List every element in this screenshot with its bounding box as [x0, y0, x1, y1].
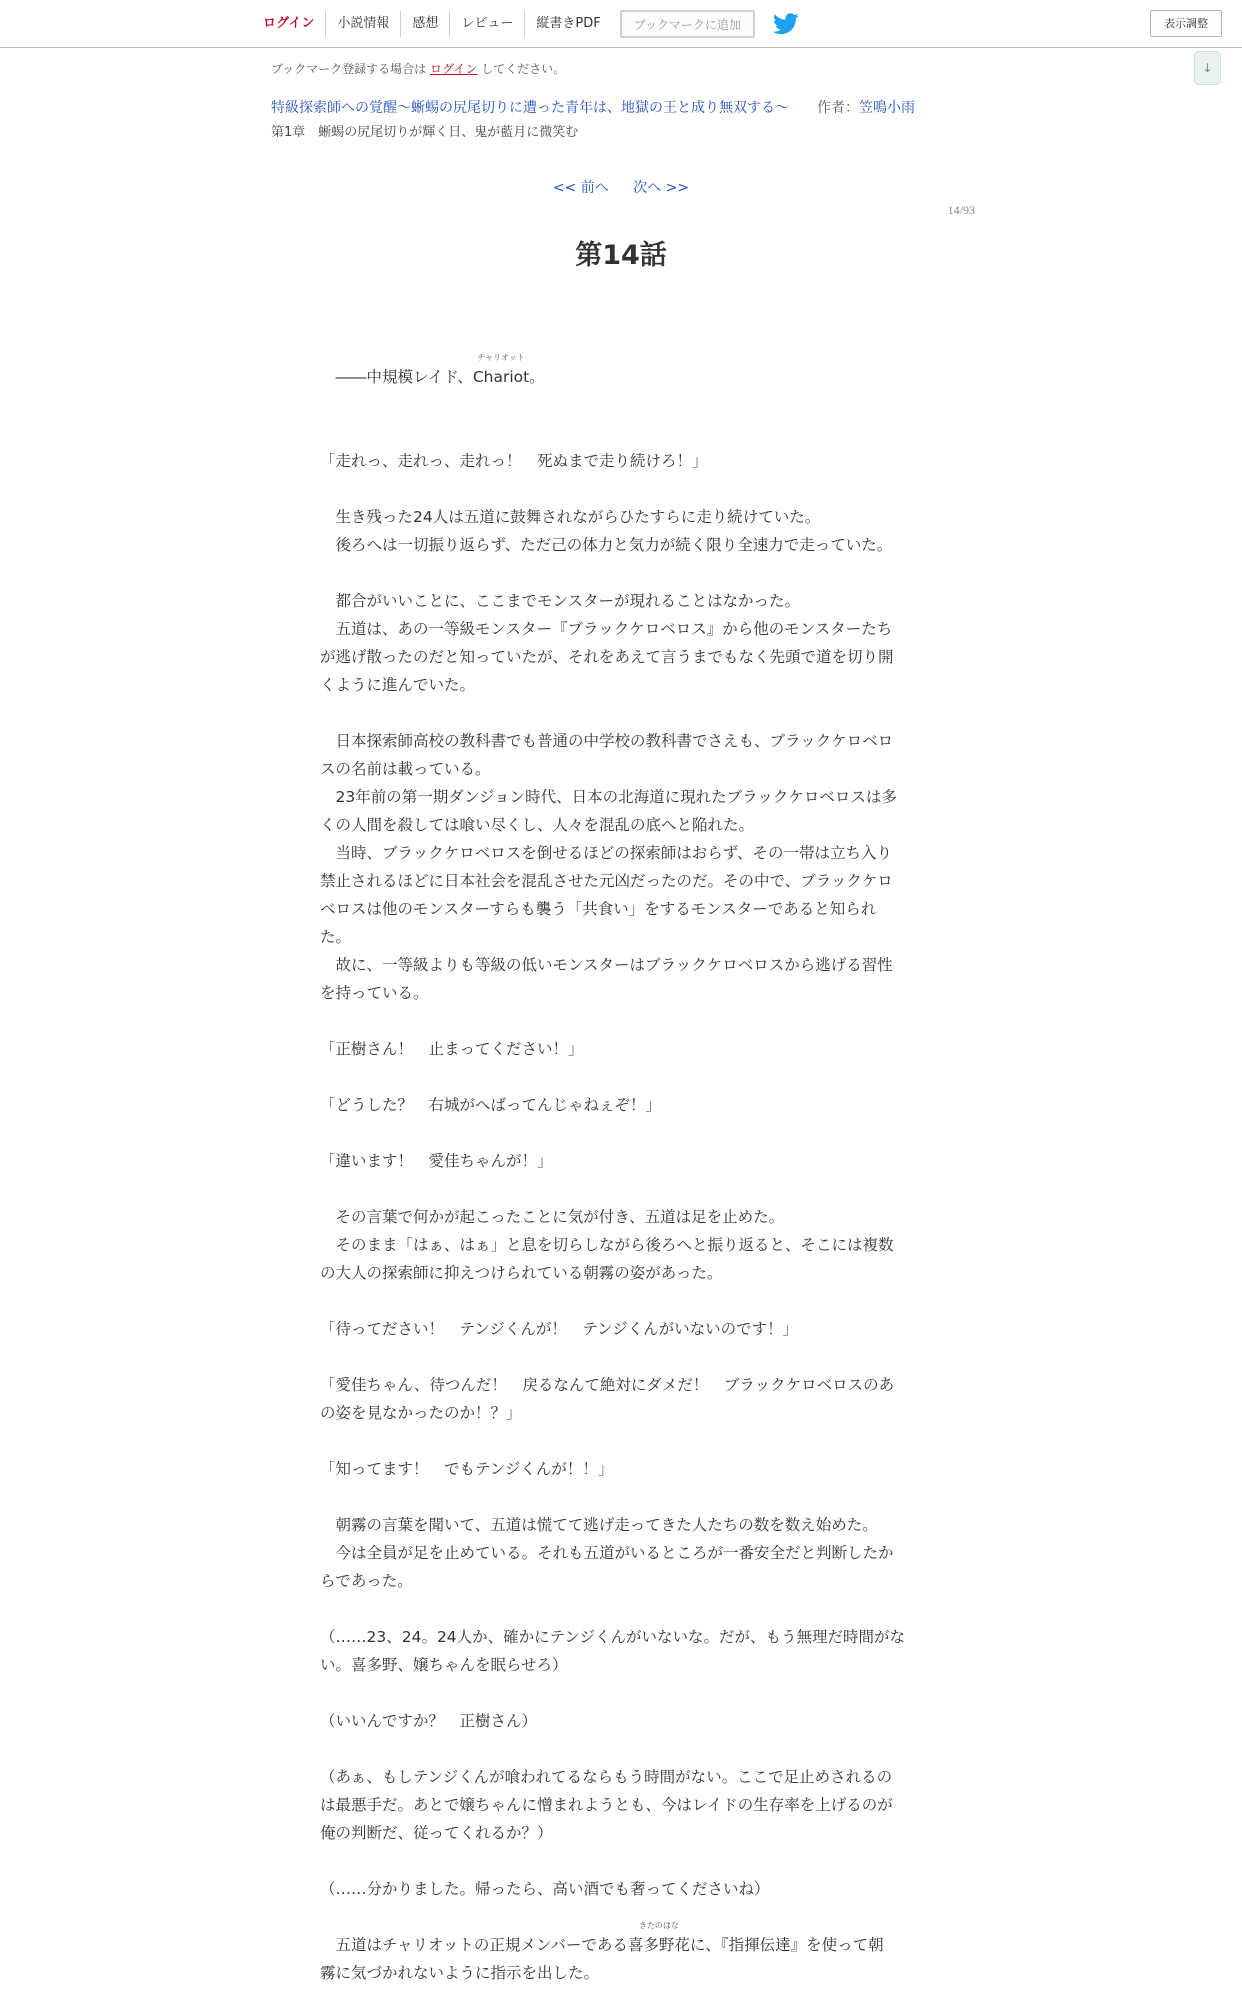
nav-review[interactable]: レビュー [450, 11, 525, 37]
body-line: 「待ってださい！ テンジくんが！ テンジくんがいないのです！」 [320, 1320, 799, 1338]
nav-login[interactable]: ログイン [252, 11, 326, 37]
scroll-down-button[interactable]: ↓ [1194, 51, 1221, 85]
body-line: （……分かりました。帰ったら、高い酒でも奢ってくださいね） [320, 1880, 770, 1898]
body-line: らであった。 [320, 1572, 413, 1590]
body-line: い。喜多野、嬢ちゃんを眠らせろ） [320, 1656, 568, 1674]
body-line: 「違います！ 愛佳ちゃんが！」 [320, 1152, 553, 1170]
novel-info-line [271, 97, 915, 117]
author-link[interactable]: 笠鳴小雨 [859, 100, 915, 116]
body-line: 都合がいいことに、ここまでモンスターが現れることはなかった。 [320, 592, 801, 610]
notice-text-before: ブックマーク登録する場合は [271, 62, 427, 76]
nav-vertical-pdf[interactable]: 縦書きPDF [536, 16, 601, 31]
next-link[interactable]: 次へ >> [633, 180, 690, 196]
novel-title-link[interactable]: 特級探索師への覚醒～蜥蜴の尻尾切りに遭った青年は、地獄の王と成り無双する～ [271, 100, 789, 116]
body-line: 「どうした？ 右城がへばってんじゃねぇぞ！」 [320, 1096, 662, 1114]
nav-impressions[interactable]: 感想 [401, 11, 450, 37]
top-header [0, 0, 1242, 48]
ruby-text: きたのはな 喜多野花 [627, 1921, 690, 1954]
body-line: （いいんですか？ 正樹さん） [320, 1712, 538, 1730]
body-line: 「愛佳ちゃん、待つんだ！ 戻るなんて絶対にダメだ！ ブラックケロベロスのあ [320, 1376, 895, 1394]
body-line: 五道は、あの一等級モンスター『ブラックケロベロス』から他のモンスターたち [320, 620, 893, 638]
body-line: が逃げ散ったのだと知っていたが、それをあえて言うまでもなく先頭で道を切り開 [320, 648, 894, 666]
body-line: 後ろへは一切振り返らず、ただ己の体力と気力が続く限り全速力で走っていた。 [320, 536, 893, 554]
body-line: 禁止されるほどに日本社会を混乱させた元凶だったのだ。その中で、ブラックケロ [320, 872, 893, 890]
body-line: の大人の探索師に抑えつけられている朝霧の姿があった。 [320, 1264, 723, 1282]
body-line: 「知ってます！ でもテンジくんが！！」 [320, 1460, 614, 1478]
body-line: 23年前の第一期ダンジョン時代、日本の北海道に現れたブラックケロベロスは多 [320, 788, 897, 806]
author-label: 作者： [817, 100, 859, 116]
body-line: 五道はチャリオットの正規メンバーである きたのはな 喜多野花に、『指揮伝達』を使って朝 [320, 1921, 884, 1954]
chapter-title: 第1章 蜥蜴の尻尾切りが輝く日、鬼が藍月に微笑む [271, 125, 579, 140]
body-line: 「走れっ、走れっ、走れっ！ 死ぬまで走り続けろ！」 [320, 452, 708, 470]
body-line: た。 [320, 928, 352, 946]
ruby-text: チャリオット Chariot [472, 353, 530, 386]
body-line: 故に、一等級よりも等級の低いモンスターはブラックケロベロスから逃げる習性 [320, 956, 893, 974]
body-line: 朝霧の言葉を聞いて、五道は慌てて逃げ走ってきた人たちの数を数え始めた。 [320, 1516, 878, 1534]
add-bookmark-button[interactable]: ブックマークに追加 [620, 10, 755, 38]
episode-pager [0, 177, 1242, 197]
body-line: ――中規模レイド、 チャリオット Chariot。 [320, 353, 545, 386]
bookmark-login-notice [271, 60, 565, 77]
body-line: （……23、24。24人か、確かにテンジくんがいないな。だが、もう無理だ時間がな [320, 1628, 906, 1646]
body-line: （あぁ、もしテンジくんが喰われてるならもう時間がない。ここで足止めされるの [320, 1768, 893, 1786]
display-settings-button[interactable]: 表示調整 [1150, 10, 1222, 37]
body-line: スの名前は載っている。 [320, 760, 491, 778]
body-line: 俺の判断だ、従ってくれるか？） [320, 1824, 553, 1842]
twitter-bird-icon[interactable] [773, 13, 799, 35]
nav-novel-info[interactable]: 小説情報 [326, 11, 401, 37]
body-line: その言葉で何かが起こったことに気が付き、五道は足を止めた。 [320, 1208, 785, 1226]
prev-link[interactable]: << 前へ [552, 180, 609, 196]
body-line: 今は全員が足を止めている。それも五道がいるところが一番安全だと判断したか [320, 1544, 894, 1562]
body-line: くの人間を殺しては喰い尽くし、人々を混乱の底へと陥れた。 [320, 816, 755, 834]
body-line: 当時、ブラックケロベロスを倒せるほどの探索師はおらず、その一帯は立ち入り [320, 844, 892, 862]
body-line: くように進んでいた。 [320, 676, 476, 694]
body-line: そのまま「はぁ、はぁ」と息を切らしながら後ろへと振り返ると、そこには複数 [320, 1236, 894, 1254]
notice-text-after: してください。 [481, 62, 566, 76]
episode-title: 第14話 [575, 240, 667, 271]
notice-login-link[interactable]: ログイン [430, 62, 478, 76]
body-line: ベロスは他のモンスターすらも襲う「共食い」をするモンスターであると知られ [320, 900, 877, 918]
body-line: 日本探索師高校の教科書でも普通の中学校の教科書でさえも、ブラックケロベロ [320, 732, 894, 750]
body-line: は最悪手だ。あとで嬢ちゃんに憎まれようとも、今はレイドの生存率を上げるのが [320, 1796, 893, 1814]
body-line: 霧に気づかれないように指示を出した。 [320, 1964, 600, 1982]
body-line: の姿を見なかったのか！？」 [320, 1404, 522, 1422]
episode-count: 14/93 [947, 203, 975, 217]
header-nav [252, 11, 799, 37]
body-line: 「正樹さん！ 止まってください！」 [320, 1040, 584, 1058]
body-line: 生き残った24人は五道に鼓舞されながらひたすらに走り続けていた。 [320, 508, 821, 526]
body-line: を持っている。 [320, 984, 429, 1002]
